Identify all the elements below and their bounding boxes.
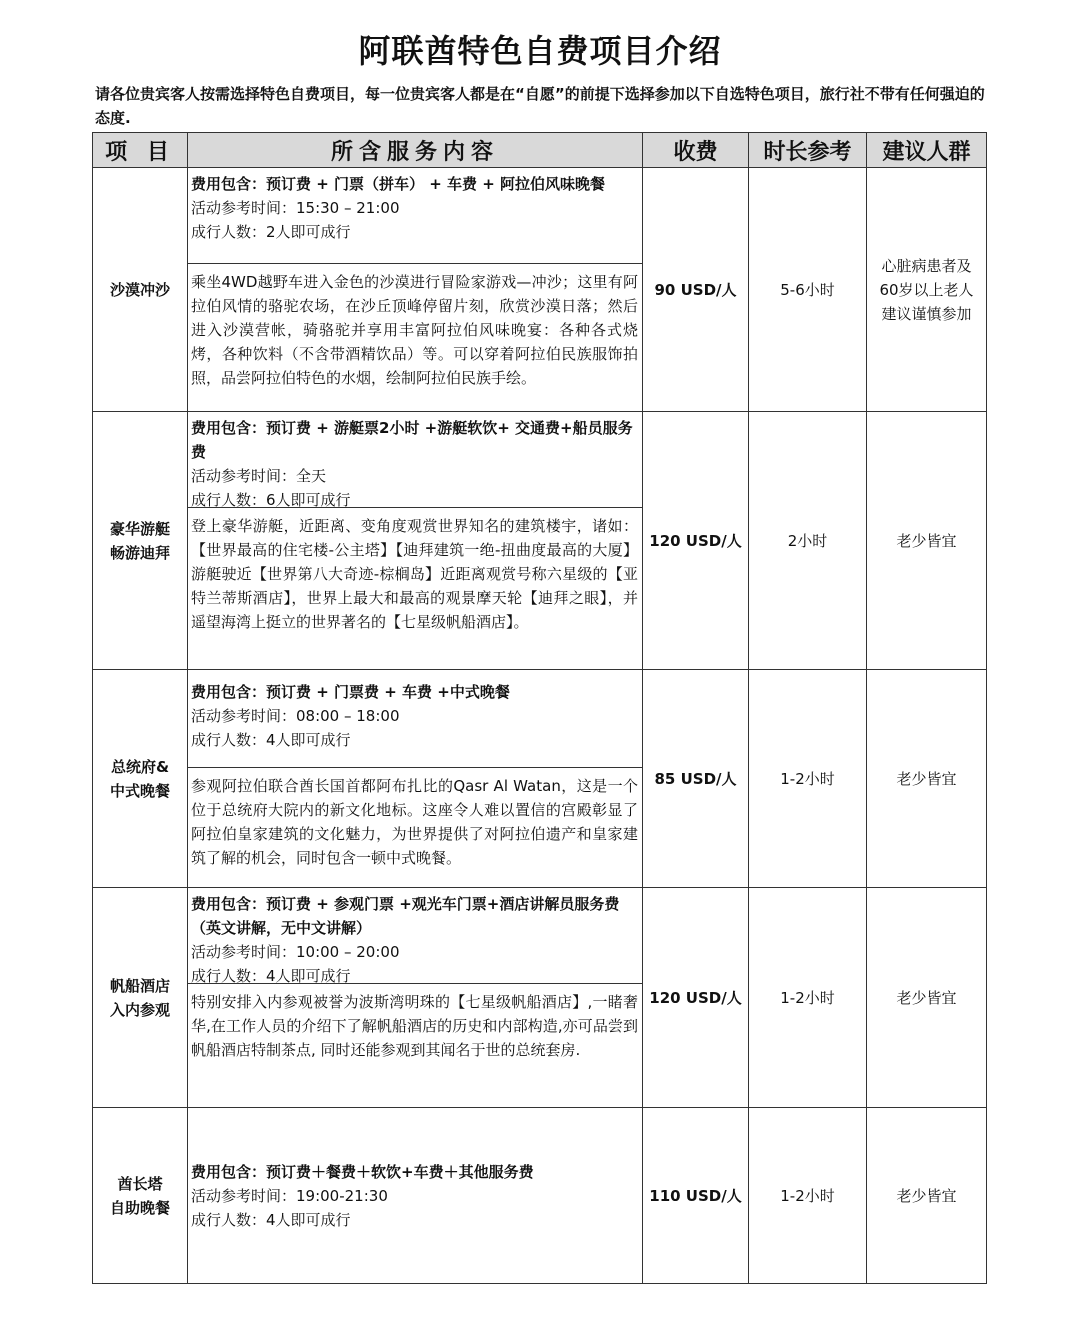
item-duration: 1-2小时 — [749, 1108, 867, 1284]
includes-block — [188, 888, 642, 984]
item-audience: 心脏病患者及60岁以上老人建议谨慎参加 — [867, 168, 987, 412]
includes-block — [188, 168, 642, 264]
item-description: 乘坐4WD越野车进入金色的沙漠进行冒险家游戏—冲沙；这里有阿拉伯风情的骆驼农场，在沙丘顶峰停留片刻，欣赏沙漠日落；然后进入沙漠营帐，骑骆驼并享用丰富阿拉伯风味晚宴：各种各式烧烤，各种饮料（不含带酒精饮品）等。可以穿着阿拉伯民族服饰拍照，品尝阿拉伯特色的水烟，绘制阿拉伯民族手绘。 — [191, 273, 638, 387]
includes-text: 费用包含：预订费 + 游艇票2小时 +游艇软饮+ 交通费+船员服务费 — [191, 419, 633, 461]
table-row — [93, 1108, 987, 1284]
activity-time: 活动参考时间：15:30 – 21:00 — [191, 199, 400, 217]
item-name: 沙漠冲沙 — [93, 168, 188, 412]
item-name: 酋长塔 自助晚餐 — [93, 1108, 188, 1284]
item-content — [188, 168, 643, 412]
item-description: 特别安排入内参观被誉为波斯湾明珠的【七星级帆船酒店】,一睹奢华,在工作人员的介绍下了解帆船酒店的历史和内部构造,亦可品尝到帆船酒店特制茶点, 同时还能参观到其闻名于世的总统套房. — [191, 993, 638, 1059]
includes-text: 费用包含：预订费 + 门票费 + 车费 +中式晚餐 — [191, 683, 510, 701]
item-duration: 5-6小时 — [749, 168, 867, 412]
item-name: 豪华游艇 畅游迪拜 — [93, 412, 188, 670]
item-duration: 2小时 — [749, 412, 867, 670]
page-title: 阿联酋特色自费项目介绍 — [358, 32, 722, 70]
table-row — [93, 412, 987, 670]
item-fee: 85 USD/人 — [643, 670, 749, 888]
item-content — [188, 412, 643, 670]
includes-text: 费用包含：预订费＋餐费＋软饮+车费＋其他服务费 — [191, 1162, 534, 1181]
table-row — [93, 888, 987, 1108]
intro-note: 请各位贵宾客人按需选择特色自费项目，每一位贵宾客人都是在“自愿”的前提下选择参加以下自选特色项目，旅行社不带有任何强迫的态度. — [95, 85, 985, 127]
group-size: 成行人数：4人即可成行 — [191, 967, 351, 985]
tour-table — [92, 132, 987, 1284]
item-audience: 老少皆宜 — [867, 1108, 987, 1284]
table-row — [93, 168, 987, 412]
activity-time: 活动参考时间：全天 — [191, 467, 327, 485]
item-description: 登上豪华游艇，近距离、变角度观赏世界知名的建筑楼宇，诸如：【世界最高的住宅楼-公主塔】【迪拜建筑一绝-扭曲度最高的大厦】游艇驶近【世界第八大奇迹-棕榈岛】近距离观赏号称六星级的【亚特兰蒂斯酒店】，世界上最大和最高的观景摩天轮【迪拜之眼】，并遥望海湾上挺立的世界著名的【七星级帆船酒店】。 — [191, 517, 638, 631]
item-name: 总统府& 中式晚餐 — [93, 670, 188, 888]
item-duration: 1-2小时 — [749, 888, 867, 1108]
group-size: 成行人数：2人即可成行 — [191, 223, 351, 241]
group-size: 成行人数：6人即可成行 — [191, 491, 351, 509]
group-size: 成行人数：4人即可成行 — [191, 1210, 351, 1229]
item-fee: 90 USD/人 — [643, 168, 749, 412]
header-duration: 时长参考 — [749, 133, 867, 168]
item-audience: 老少皆宜 — [867, 412, 987, 670]
item-description: 参观阿拉伯联合酋长国首都阿布扎比的Qasr Al Watan，这是一个位于总统府大院内的新文化地标。这座令人难以置信的宫殿彰显了阿拉伯皇家建筑的文化魅力，为世界提供了对阿拉伯遗产和皇家建筑了解的机会，同时包含一顿中式晚餐。 — [191, 777, 638, 867]
item-fee: 110 USD/人 — [643, 1108, 749, 1284]
item-content — [188, 1108, 643, 1284]
activity-time: 活动参考时间：10:00 – 20:00 — [191, 943, 400, 961]
table-header-row — [93, 133, 987, 168]
item-fee: 120 USD/人 — [643, 412, 749, 670]
item-audience: 老少皆宜 — [867, 670, 987, 888]
includes-text: 费用包含：预订费 + 门票（拼车） + 车费 + 阿拉伯风味晚餐 — [191, 175, 606, 193]
header-item: 项 目 — [93, 133, 188, 168]
item-duration: 1-2小时 — [749, 670, 867, 888]
includes-text: 费用包含：预订费 + 参观门票 +观光车门票+酒店讲解员服务费（英文讲解，无中文讲解） — [191, 895, 620, 937]
includes-block — [188, 1156, 642, 1236]
table-row — [93, 670, 987, 888]
item-name: 帆船酒店 入内参观 — [93, 888, 188, 1108]
includes-block — [188, 670, 642, 768]
item-content — [188, 670, 643, 888]
header-content: 所含服务内容 — [188, 133, 643, 168]
item-fee: 120 USD/人 — [643, 888, 749, 1108]
header-audience: 建议人群 — [867, 133, 987, 168]
group-size: 成行人数：4人即可成行 — [191, 731, 351, 749]
item-audience: 老少皆宜 — [867, 888, 987, 1108]
activity-time: 活动参考时间：08:00 – 18:00 — [191, 707, 400, 725]
activity-time: 活动参考时间：19:00-21:30 — [191, 1186, 388, 1205]
includes-block — [188, 412, 642, 508]
item-content — [188, 888, 643, 1108]
header-fee: 收费 — [643, 133, 749, 168]
